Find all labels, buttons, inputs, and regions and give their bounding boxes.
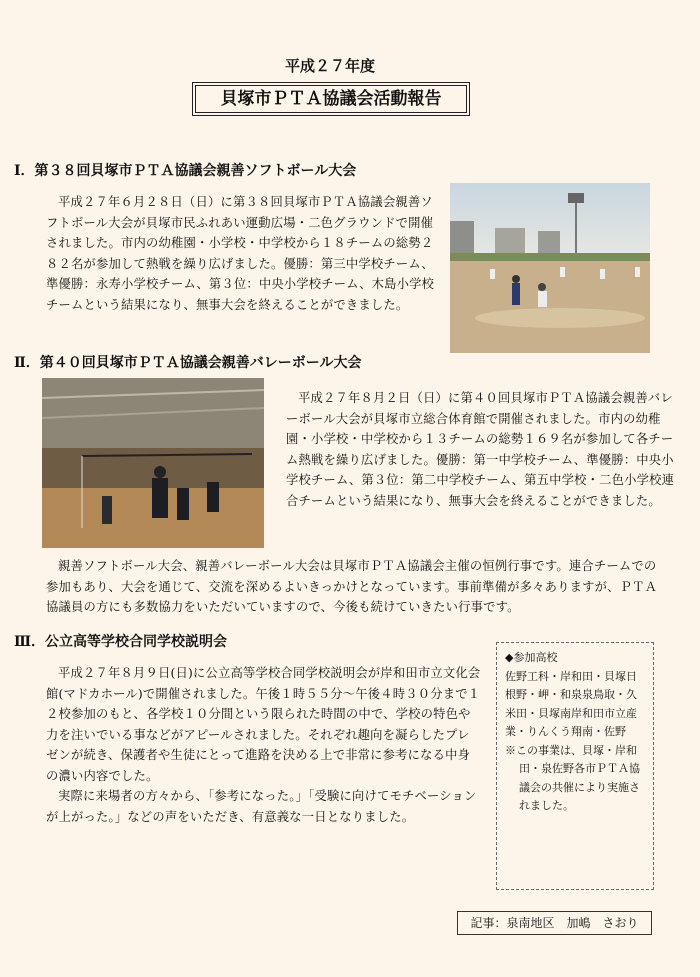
section-2-body: 平成２７年８月２日（日）に第４０回貝塚市ＰＴＡ協議会親善バレーボール大会が貝塚市立総合体育館で開催されました。市内の幼稚園・小学校・中学校から１３チームの総勢１６９名が参加して各チーム熱戦を繰り広げました。優勝：第一中学校チーム、準優勝：中央小学校チーム、第３位：第二中学校チーム、第五中学校・二色小学校連合チームという結果になり、無事大会を終えることができました。 bbox=[286, 391, 675, 508]
participating-schools-box bbox=[496, 642, 654, 890]
cohost-note: ※この事業は、貝塚・岸和田・泉佐野各市ＰＴＡ協議会の共催により実施されました。 bbox=[505, 743, 640, 812]
section-1-heading: Ⅰ．第３８回貝塚市ＰＴＡ協議会親善ソフトボール大会 bbox=[14, 163, 357, 179]
section-3-body bbox=[46, 663, 482, 827]
section-3-paragraph-2: 実際に来場者の方々から、「参考になった。」「受験に向けてモチベーションが上がった。」などの声をいただき、有意義な一日となりました。 bbox=[46, 789, 477, 824]
section-3-heading: Ⅲ．公立高等学校合同学校説明会 bbox=[14, 634, 228, 650]
participating-schools-title: ◆参加高校 bbox=[505, 651, 558, 664]
softball-photo bbox=[450, 183, 650, 353]
report-title: 貝塚市ＰＴＡ協議会活動報告 bbox=[195, 85, 467, 113]
fiscal-year: 平成２７年度 bbox=[284, 57, 375, 75]
section-3-paragraph-1: 平成２７年８月９日(日)に公立高等学校合同学校説明会が岸和田市立文化会館(マドカホール)で開催されました。午後１時５５分～午後４時３０分まで１２校参加のもと、各学校１０分間という限られた時間の中で、学校の特色や力を注いでいる事などがアピールされました。それぞれ趣向を凝らしたプレゼンが続き、保護者や生徒にとって進路を決める上で非常に参考になる中身の濃い内容でした。 bbox=[46, 666, 481, 783]
volleyball-photo bbox=[42, 378, 264, 548]
section-2-heading: Ⅱ．第４０回貝塚市ＰＴＡ協議会親善バレーボール大会 bbox=[14, 355, 362, 371]
reporter-credit: 記事：泉南地区 加嶋 さおり bbox=[457, 911, 652, 935]
section-1-body: 平成２７年６月２８日（日）に第３８回貝塚市ＰＴＡ協議会親善ソフトボール大会が貝塚市民ふれあい運動広場・二色グラウンドで開催されました。市内の幼稚園・小学校・中学校から１８チームの総勢２８２名が参加して熱戦を繰り広げました。優勝：第三中学校チーム、準優勝：永寿小学校チーム、第３位：中央小学校チーム、木島小学校チームという結果になり、無事大会を終えることができました。 bbox=[46, 195, 435, 312]
participating-schools-list: 佐野工科・岸和田・貝塚日根野・岬・和泉泉鳥取・久米田・貝塚南岸和田市立産業・りんくう翔南・佐野 bbox=[505, 669, 637, 738]
events-summary: 親善ソフトボール大会、親善バレーボール大会は貝塚市ＰＴＡ協議会主催の恒例行事です。連合チームでの参加もあり、大会を通じて、交流を深めるよいきっかけとなっています。事前準備が多々ありますが、ＰＴＡ協議員の方にも多数協力をいただいていますので、今後も続けていきたい行事です。 bbox=[46, 559, 658, 614]
